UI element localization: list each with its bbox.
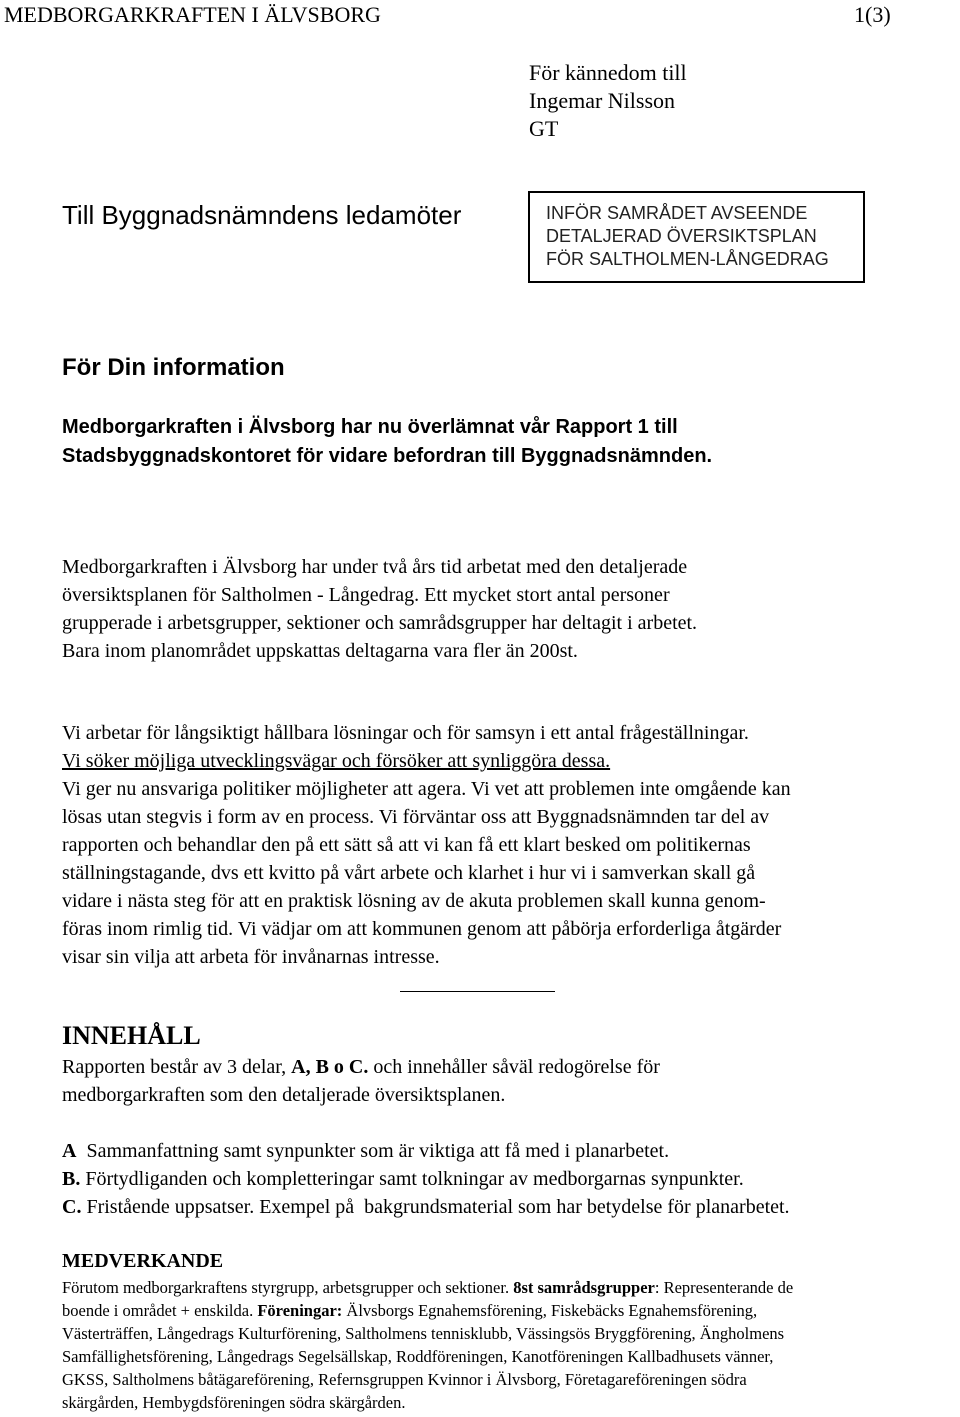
medverkande-l1-pre: Förutom medborgarkraftens styrgrupp, arbetsgrupper och sektioner. [62,1278,514,1297]
medverkande-line: GKSS, Saltholmens båtägareförening, Refernsgruppen Kvinnor i Älvsborg, Företagareföreningen södra [62,1370,747,1389]
header-org: MEDBORGARKRAFTEN I ÄLVSBORG [4,2,381,27]
innehall-item [62,1196,790,1219]
medverkande-l1-bold: 8st samrådsgrupper [513,1278,655,1297]
subject-line-2: DETALJERAD ÖVERSIKTSPLAN [546,226,817,246]
medverkande-line [62,1301,757,1321]
medverkande-line: skärgården, Hembygdsföreningen södra skärgården. [62,1393,406,1412]
para2-line: lösas utan stegvis i form av en process. Vi förväntar oss att Byggnadsnämnden tar del av [62,806,770,828]
para2-line: föras inom rimlig tid. Vi vädjar om att kommunen genom att påbörja erforderliga åtgärder [62,918,782,940]
innehall-l1-pre: Rapporten består av 3 delar, [62,1056,292,1078]
recipient-line-1: För kännedom till [529,60,687,85]
para1-line: Medborgarkraften i Älvsborg har under två års tid arbetat med den detaljerade [62,556,688,578]
subject-box [528,191,865,283]
recipient-line-2: Ingemar Nilsson [529,88,676,113]
para1-line: översiktsplanen för Saltholmen - Långedrag. Ett mycket stort antal personer [62,584,670,606]
innehall-line-1 [62,1056,660,1079]
para2-line: Vi ger nu ansvariga politiker möjligheter att agera. Vi vet att problemen inte omgående kan [62,778,791,800]
separator-line [400,991,555,992]
subject-line-3: FÖR SALTHOLMEN-LÅNGEDRAG [546,249,829,269]
info-line-2: Stadsbyggnadskontoret för vidare befordran till Byggnadsnämnden. [62,445,713,467]
innehall-l1-bold: A, B o C. [291,1056,369,1078]
medverkande-l2-post: Älvsborgs Egnahemsförening, Fiskebäcks Egnahemsförening, [342,1301,758,1320]
para2-line: ställningstagande, dvs ett kvitto på vårt arbete och klarhet i hur vi i samverkan skall gå [62,862,756,884]
medverkande-line [62,1278,793,1298]
medverkande-l2-bold: Föreningar: [257,1301,343,1320]
item-key: B. [62,1168,81,1190]
page-number: 1(3) [854,2,891,27]
innehall-heading: INNEHÅLL [62,1021,201,1050]
item-text: Fristående uppsatser. Exempel på bakgrundsmaterial som har betydelse för planarbetet. [81,1196,790,1218]
innehall-line-2: medborgarkraften som den detaljerade översiktsplanen. [62,1084,506,1106]
medverkande-l1-post: : Representerande de [654,1278,794,1297]
addressee: Till Byggnadsnämndens ledamöter [62,200,462,230]
item-key: C. [62,1196,82,1218]
subject-line-1: INFÖR SAMRÅDET AVSEENDE [546,203,808,223]
medverkande-heading: MEDVERKANDE [62,1250,224,1272]
recipient-line-3: GT [529,116,559,141]
info-heading: För Din information [62,354,285,381]
innehall-item [62,1140,669,1163]
item-key: A [62,1140,77,1162]
innehall-item [62,1168,744,1191]
para2-line: rapporten och behandlar den på ett sätt så att vi kan få ett klart besked om politikernas [62,834,751,856]
para2-line-underlined: Vi söker möjliga utvecklingsvägar och försöker att synliggöra dessa. [62,750,611,772]
para1-line: Bara inom planområdet uppskattas deltagarna vara fler än 200st. [62,640,578,662]
para2-line: vidare i nästa steg för att en praktisk lösning av de akuta problemen skall kunna genom- [62,890,766,912]
item-text: Förtydliganden och kompletteringar samt tolkningar av medborgarnas synpunkter. [80,1168,744,1190]
medverkande-line: Samfällighetsförening, Långedrags Segelsällskap, Roddföreningen, Kanotföreningen Kallbadhusets vänner, [62,1347,774,1366]
innehall-l1-post: och innehåller såväl redogörelse för [368,1056,660,1078]
item-text: Sammanfattning samt synpunkter som är viktiga att få med i planarbetet. [76,1140,670,1162]
medverkande-l2-pre: boende i området + enskilda. [62,1301,258,1320]
para2-line: Vi arbetar för långsiktigt hållbara lösningar och för samsyn i ett antal frågeställningar. [62,722,749,744]
para2-line: visar sin vilja att arbeta för invånarnas intresse. [62,946,440,968]
medverkande-line: Västerträffen, Långedrags Kulturförening, Saltholmens tennisklubb, Vässingsös Bryggförening, Ängholmens [62,1324,785,1343]
info-line-1: Medborgarkraften i Älvsborg har nu överlämnat vår Rapport 1 till [62,416,678,438]
para1-line: grupperade i arbetsgrupper, sektioner och samrådsgrupper har deltagit i arbetet. [62,612,698,634]
